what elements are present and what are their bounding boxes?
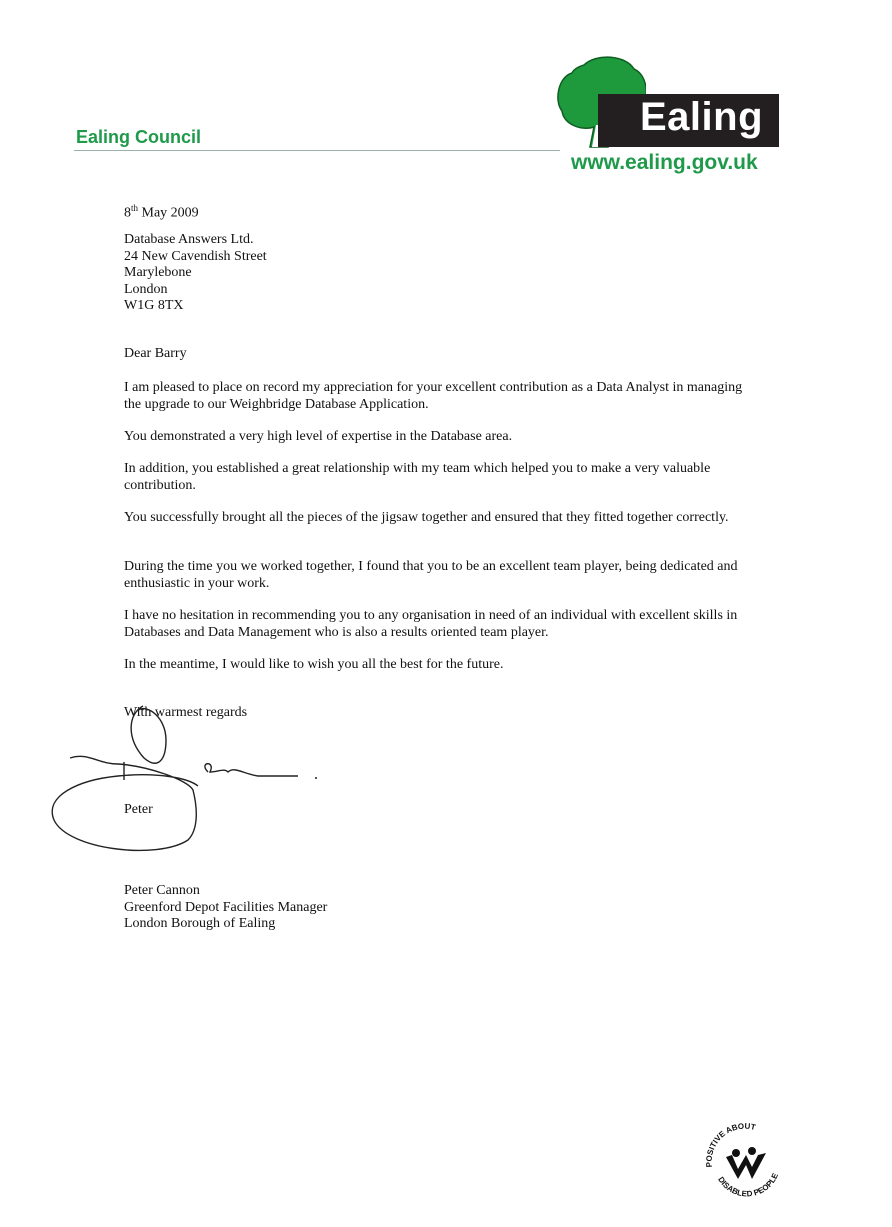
badge-text-top: POSITIVE ABOUT <box>704 1121 757 1168</box>
body-paragraph: During the time you we worked together, I found that you to be an excellent team player, being dedicated and enthusiastic in your work. <box>124 559 738 591</box>
salutation: Dear Barry <box>124 346 187 361</box>
body-paragraph: You successfully brought all the pieces of the jigsaw together and ensured that they fitted together correctly. <box>124 510 729 525</box>
body-paragraph: I am pleased to place on record my appreciation for your excellent contribution as a Data Analyst in managing the upgrade to our Weighbridge Database Application. <box>124 380 743 412</box>
address-line: London <box>124 281 168 297</box>
organisation-name: Ealing Council <box>76 127 202 147</box>
signatory-org: London Borough of Ealing <box>124 916 276 931</box>
body-paragraph: I have no hesitation in recommending you to any organisation in need of an individual with excellent skills in Databases and Data Management who is also a results oriented team player. <box>124 608 738 640</box>
ealing-logo <box>556 55 782 151</box>
svg-text:DISABLED PEOPLE <box>716 1171 780 1198</box>
logo-wordmark: Ealing <box>640 95 764 139</box>
body-paragraph: In the meantime, I would like to wish you all the best for the future. <box>124 657 504 672</box>
header-divider <box>74 150 560 151</box>
signatory-title: Greenford Depot Facilities Manager <box>124 899 328 915</box>
address-line: Marylebone <box>124 265 192 280</box>
body-paragraph: You demonstrated a very high level of expertise in the Database area. <box>124 429 513 444</box>
website-url[interactable]: www.ealing.gov.uk <box>571 151 758 174</box>
body-paragraph: In addition, you established a great relationship with my team which helped you to make a very valuable contribution. <box>124 461 711 493</box>
signature-name: Peter <box>124 802 153 817</box>
recipient-address <box>124 232 267 315</box>
address-line: 24 New Cavendish Street <box>124 248 267 264</box>
signatory-block <box>124 883 327 933</box>
letter-date: 8th May 2009 <box>124 203 199 221</box>
signature-scribble <box>48 700 328 860</box>
signatory-name: Peter Cannon <box>124 883 200 898</box>
address-line: Database Answers Ltd. <box>124 232 254 247</box>
closing: With warmest regards <box>124 705 248 720</box>
address-line: W1G 8TX <box>124 298 184 313</box>
badge-text-bottom: DISABLED PEOPLE <box>716 1171 781 1199</box>
positive-about-disabled-people-badge <box>700 1117 790 1207</box>
